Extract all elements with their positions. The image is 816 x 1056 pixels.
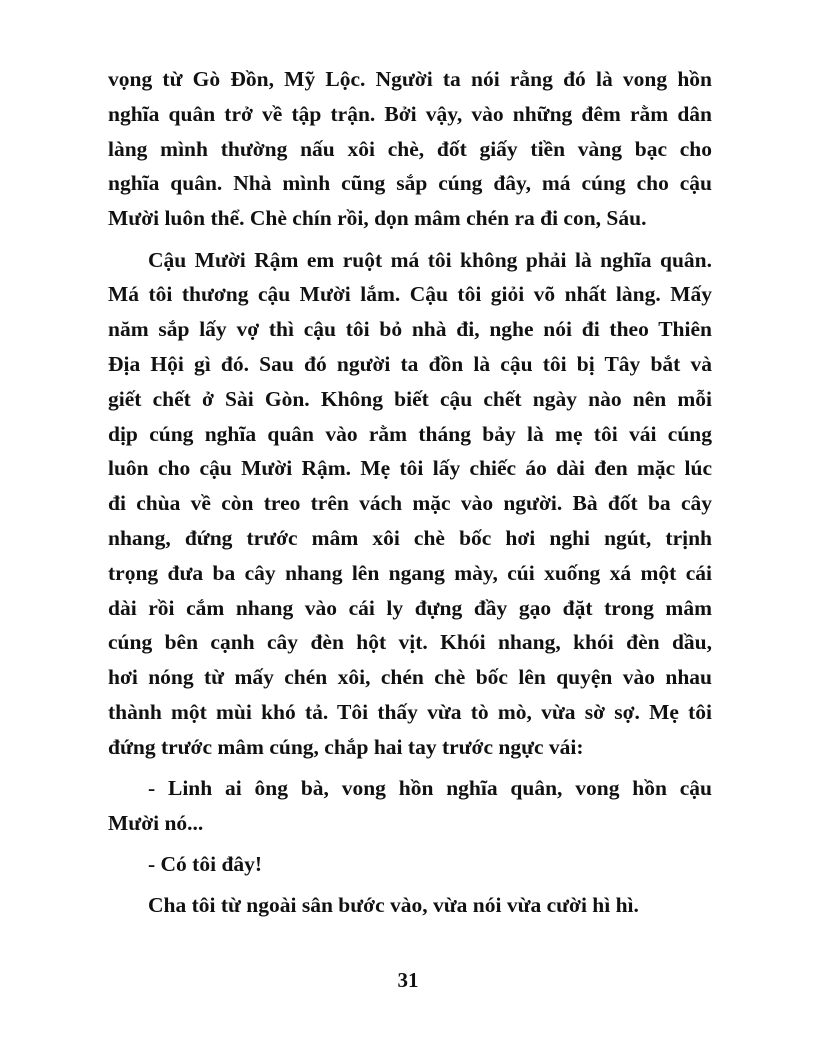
text-line: đứng trước mâm cúng, chắp hai tay trước ngực vái: [108, 734, 584, 759]
text-line: giết chết ở Sài Gòn. Không biết cậu chết ngày nào nên mỗi [108, 386, 712, 411]
text-line: Má tôi thương cậu Mười lắm. Cậu tôi giỏi võ nhất làng. Mấy [108, 282, 712, 307]
text-line: Mười luôn thể. Chè chín rồi, dọn mâm chén ra đi con, Sáu. [108, 206, 647, 231]
text-line: hơi nóng từ mấy chén xôi, chén chè bốc lên quyện vào nhau [108, 665, 712, 690]
text-line: luôn cho cậu Mười Rậm. Mẹ tôi lấy chiếc áo dài đen mặc lúc [108, 456, 712, 481]
text-line: nghĩa quân. Nhà mình cũng sắp cúng đây, má cúng cho cậu [108, 171, 712, 196]
text-line: năm sắp lấy vợ thì cậu tôi bỏ nhà đi, nghe nói đi theo Thiên [108, 317, 712, 342]
text-line: đi chùa về còn treo trên vách mặc vào người. Bà đốt ba cây [108, 491, 712, 516]
text-line: trọng đưa ba cây nhang lên ngang mày, cúi xuống xá một cái [108, 560, 712, 585]
text-line: - Linh ai ông bà, vong hồn nghĩa quân, vong hồn cậu [148, 776, 712, 800]
text-line: dịp cúng nghĩa quân vào rằm tháng bảy là mẹ tôi vái cúng [108, 421, 712, 446]
text-line: dài rồi cắm nhang vào cái ly đựng đầy gạo đặt trong mâm [108, 595, 712, 620]
text-line: - Có tôi đây! [148, 852, 263, 877]
text-line: Cậu Mười Rậm em ruột má tôi không phải là nghĩa quân. [148, 247, 712, 272]
text-line: nghĩa quân trở về tập trận. Bởi vậy, vào những đêm rằm dân [108, 101, 712, 126]
text-line: Mười nó... [108, 810, 204, 835]
text-line: vọng từ Gò Đồn, Mỹ Lộc. Người ta nói rằng đó là vong hồn [108, 67, 712, 91]
text-line: cúng bên cạnh cây đèn hột vịt. Khói nhang, khói đèn dầu, [108, 630, 712, 655]
text-line: thành một mùi khó tả. Tôi thấy vừa tò mò, vừa sờ sợ. Mẹ tôi [108, 699, 712, 724]
text-line: làng mình thường nấu xôi chè, đốt giấy tiền vàng bạc cho [108, 136, 712, 161]
text-line: Địa Hội gì đó. Sau đó người ta đồn là cậu tôi bị Tây bắt và [108, 351, 712, 376]
page-number: 31 [397, 968, 419, 992]
text-line: Cha tôi từ ngoài sân bước vào, vừa nói vừa cười hì hì. [148, 893, 639, 918]
text-line: nhang, đứng trước mâm xôi chè bốc hơi nghi ngút, trịnh [108, 525, 712, 550]
